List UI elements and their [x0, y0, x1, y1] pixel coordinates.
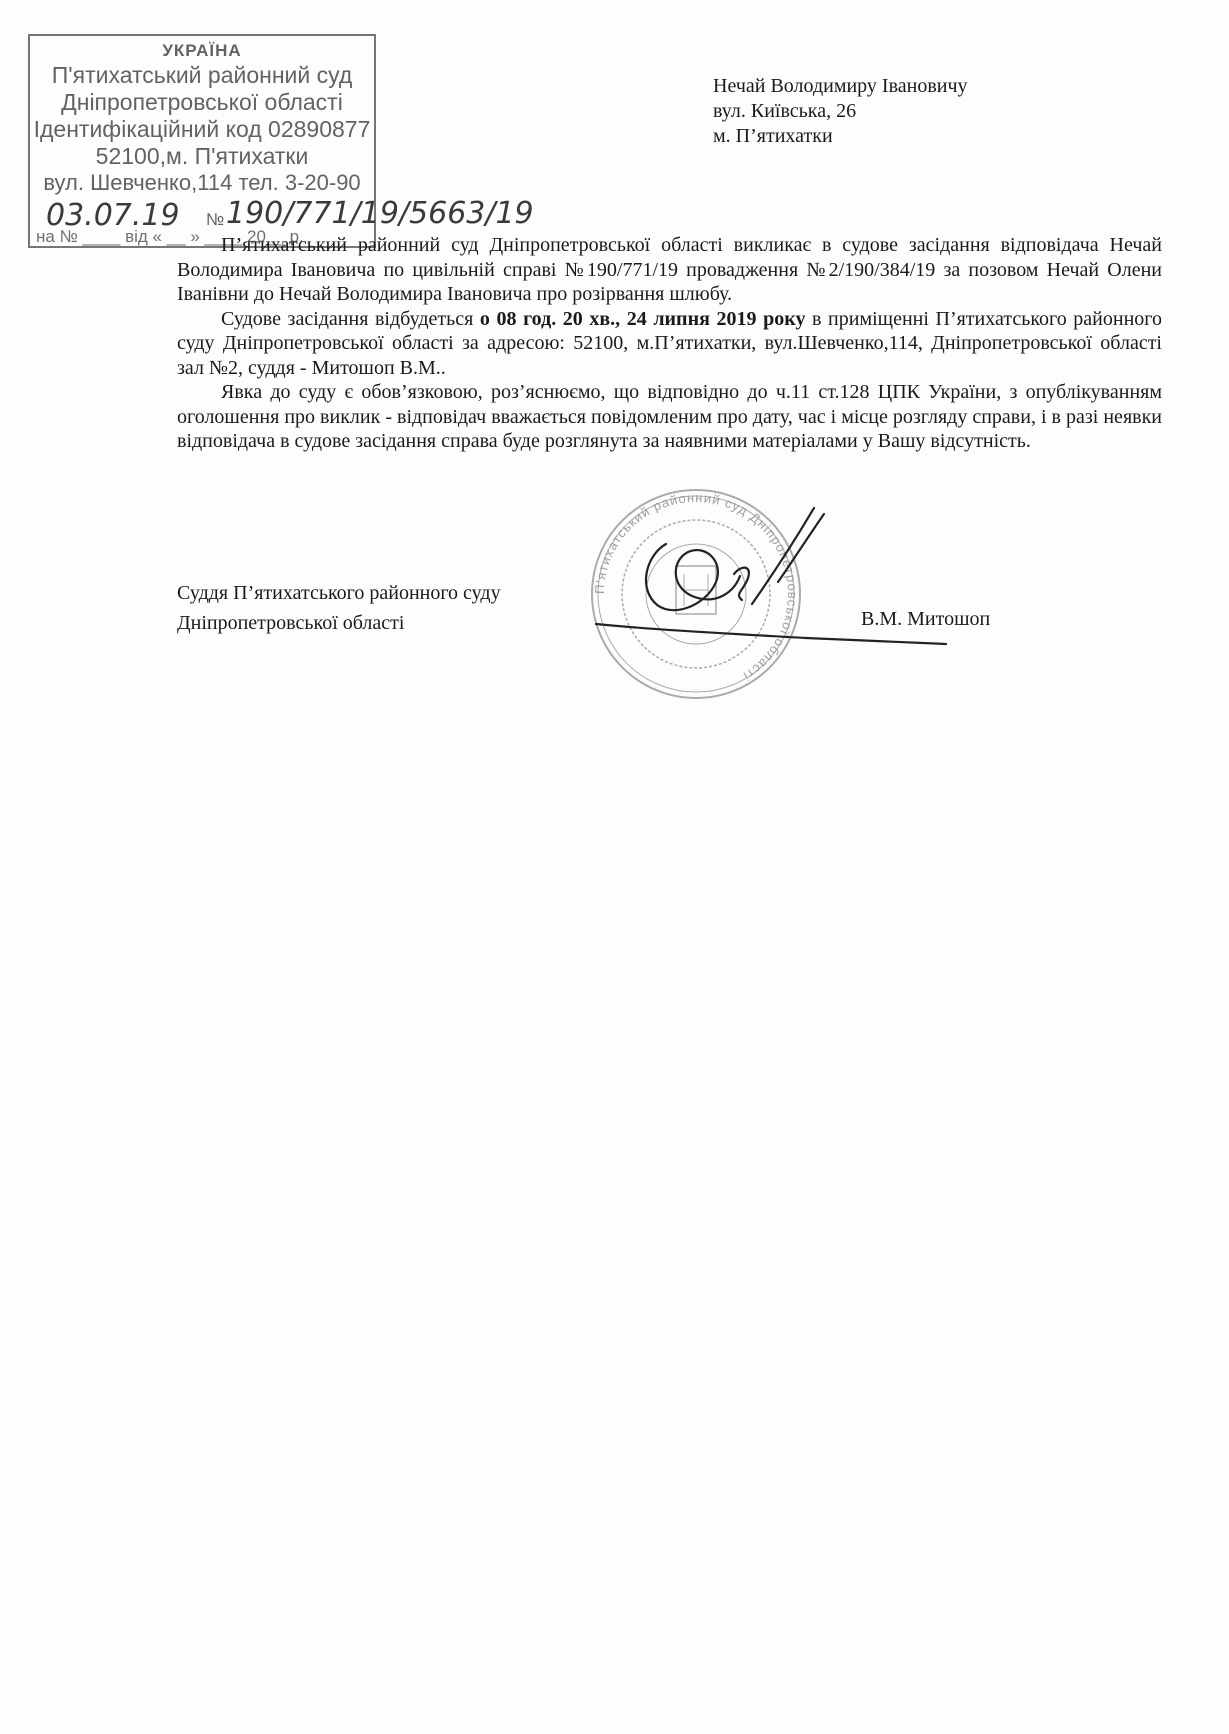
paragraph-attendance: Явка до суду є обов’язковою, роз’яснюємо, що відповідно до ч.11 ст.128 ЦПК України, з опублікуванням оголошення про виклик - відповідач вважається повідомленим про дату, час і місце розгляду справи, і в разі неявки відповідача в судове засідання справа буде розглянута за наявними матеріалами у Вашу відсутність.: [177, 381, 1162, 452]
seal-ring-text: П'ятихатський районний суд Дніпропетровської області: [591, 489, 801, 685]
judge-name: В.М. Митошоп: [861, 608, 991, 630]
hearing-text-start: Судове засідання відбудеться: [221, 307, 480, 330]
addressee-block: [713, 74, 968, 149]
paragraph-hearing: [177, 307, 1162, 381]
stamp-city: 52100,м. П'ятихатки: [95, 143, 309, 169]
judge-title-line2: Дніпропетровської області: [177, 612, 405, 634]
paragraph-summons: П’ятихатський районний суд Дніпропетровської області викликає в судове засідання відповідача Нечай Володимира Івановича по цивільній справі №190/771/19 провадження №2/190/384/19 за позовом Нечай Олени Іванівни до Нечай Володимира Івановича про розірвання шлюбу.: [177, 234, 1162, 305]
court-seal-icon: [566, 474, 986, 704]
judge-title-line1: Суддя П’ятихатського районного суду: [177, 582, 501, 604]
court-seal-and-signature: [566, 474, 986, 704]
stamp-reg-date: 03.07.19: [46, 198, 180, 233]
stamp-reply-ref-line: на № ____ від « __ » ____ 20__ р.: [36, 227, 304, 246]
registration-stamp: [28, 34, 534, 248]
summons-body: [177, 233, 1162, 454]
addressee-name: Нечай Володимиру Івановичу: [713, 75, 968, 97]
stamp-country: УКРАЇНА: [162, 41, 242, 60]
addressee-city: м. П’ятихатки: [713, 125, 833, 147]
stamp-region: Дніпропетровської області: [61, 89, 343, 115]
stamp-reg-number: 190/771/19/5663/19: [226, 196, 534, 231]
addressee-street: вул. Київська, 26: [713, 100, 857, 122]
stamp-id-code: Ідентифікаційний код 02890877: [33, 116, 371, 142]
stamp-street: вул. Шевченко,114 тел. 3-20-90: [43, 170, 361, 195]
hearing-datetime: о 08 год. 20 хв., 24 липня 2019 року: [479, 307, 806, 330]
stamp-reg-no-label: №: [206, 210, 225, 229]
stamp-court-name: П'ятихатський районний суд: [51, 62, 353, 88]
judge-title: [177, 578, 501, 638]
hearing-text-end: в приміщенні П’ятихатського районного суду Дніпропетровської області за адресою: 52100, м.П’ятихатки, вул.Шевченко,114, Дніпропетровської області зал №2, суддя - Митошоп В.М..: [177, 307, 1162, 379]
